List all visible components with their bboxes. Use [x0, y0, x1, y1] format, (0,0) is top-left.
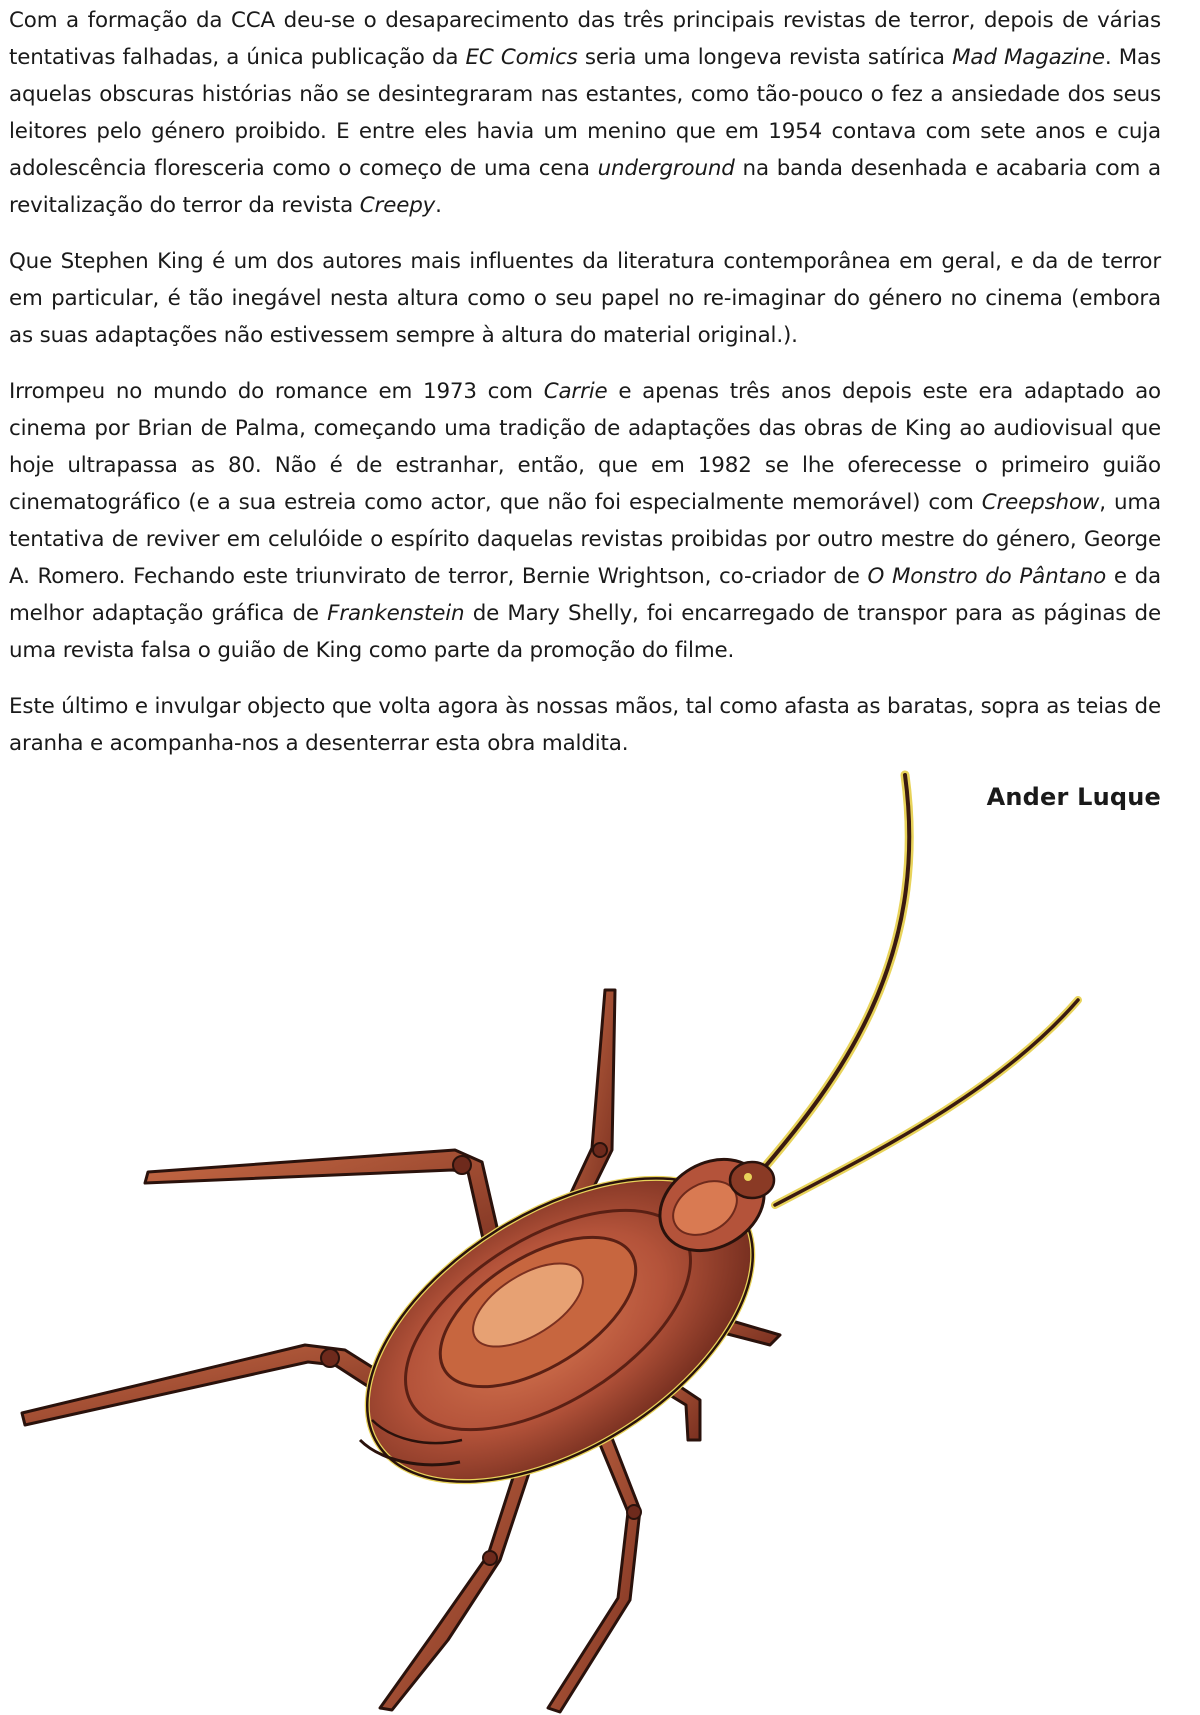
paragraph-4: Este último e invulgar objecto que volta agora às nossas mãos, tal como afasta as baratas, sopra as teias de aranha e acompanha-nos a desenterrar esta obra maldita. [9, 694, 1161, 756]
antenna-left [758, 775, 909, 1175]
paragraph-1: Com a formação da CCA deu-se o desaparecimento das três principais revistas de terror, depois de várias tentativas falhadas, a única publicação da EC Comics seria uma longeva revista satírica Mad Magazine. Mas aquelas obscuras histórias não se desintegraram nas estantes, como tão-pouco o fez a ansiedade dos seus leitores pelo género proibido. E entre eles havia um menino que em 1954 contava com sete anos e cuja adolescência floresceria como o começo de uma cena underground na banda desenhada e acabaria com a revitalização do terror da revista Creepy. [9, 8, 1162, 218]
cockroach-icon [0, 770, 1200, 1715]
author-signature: Ander Luque [986, 783, 1161, 811]
paragraph-3: Irrompeu no mundo do romance em 1973 com Carrie e apenas três anos depois este era adaptado ao cinema por Brian de Palma, começando uma tradição de adaptações das obras de King ao audiovisual que hoje ultrapassa as 80. Não é de estranhar, então, que em 1982 se lhe oferecesse o primeiro guião cinematográfico (e a sua estreia como actor, que não foi especialmente memorável) com Creepshow, uma tentativa de reviver em celulóide o espírito daquelas revistas proibidas por outro mestre do género, George A. Romero. Fechando este triunvirato de terror, Bernie Wrightson, co-criador de O Monstro do Pântano e da melhor adaptação gráfica de Frankenstein de Mary Shelly, foi encarregado de transpor para as páginas de uma revista falsa o guião de King como parte da promoção do filme. [9, 379, 1161, 663]
paragraph-2: Que Stephen King é um dos autores mais influentes da literatura contemporânea em geral, e da de terror em particular, é tão inegável nesta altura como o seu papel no re-imaginar do género no cinema (embora as suas adaptações não estivessem sempre à altura do material original.). [9, 249, 1161, 348]
article-body [9, 2, 1161, 781]
